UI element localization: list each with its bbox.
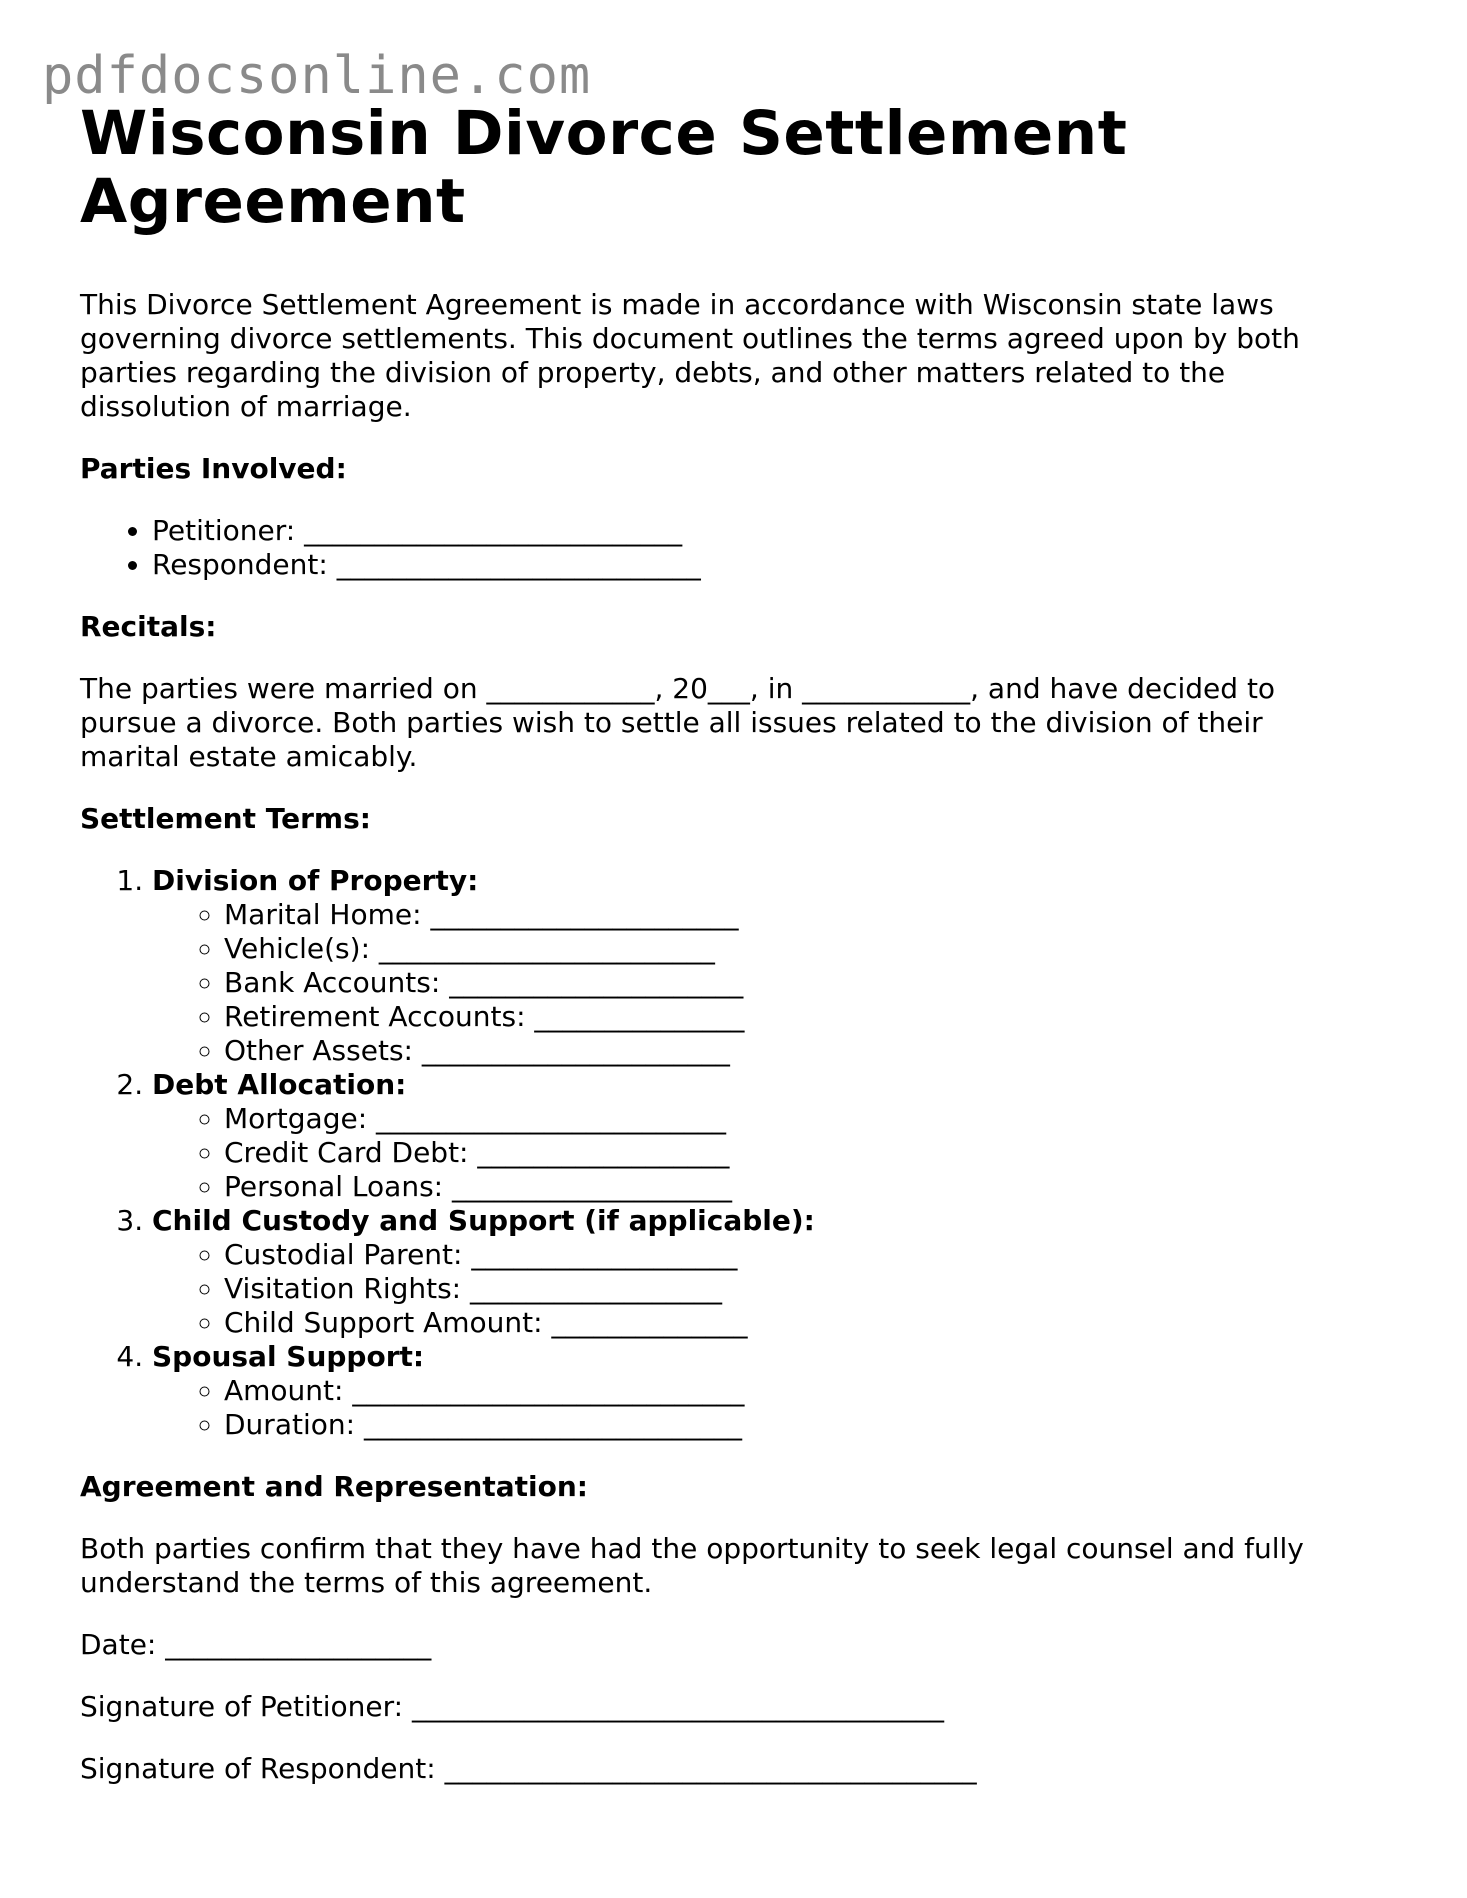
parties-list (80, 514, 1370, 582)
settlement-heading: Settlement Terms: (80, 802, 371, 835)
term-items (152, 1374, 1370, 1442)
document (80, 100, 1370, 1786)
term-items (152, 1238, 1370, 1340)
document-title: Wisconsin Divorce Settlement Agreement (80, 98, 1128, 237)
settlement-terms-list (80, 864, 1370, 1442)
parties-heading: Parties Involved: (80, 452, 347, 485)
term-title: Debt Allocation: (152, 1068, 407, 1101)
list-item: ◦ Mortgage: _________________________ (224, 1102, 1370, 1136)
agreement-heading: Agreement and Representation: (80, 1470, 588, 1503)
term-title: Division of Property: (152, 864, 479, 897)
intro-paragraph: This Divorce Settlement Agreement is made in accordance with Wisconsin state laws governing divorce settlements. This document outlines the terms agreed upon by both parties regarding the division of property, debts, and other matters related to the dissolution of marriage. (80, 288, 1300, 423)
list-item: ◦ Credit Card Debt: __________________ (224, 1136, 1370, 1170)
list-item: ◦ Child Support Amount: ______________ (224, 1306, 1370, 1340)
list-item: ◦ Personal Loans: ____________________ (224, 1170, 1370, 1204)
term-title: Spousal Support: (152, 1340, 425, 1373)
recitals-paragraph: The parties were married on ____________, 20___, in ____________, and have decided to pursue a divorce. Both parties wish to settle all issues related to the division of their marital estate amicably. (80, 672, 1276, 773)
term-debt (152, 1068, 1370, 1204)
term-custody (152, 1204, 1370, 1340)
term-property (152, 864, 1370, 1068)
list-item: ◦ Other Assets: ______________________ (224, 1034, 1370, 1068)
respondent-signature-line: Signature of Respondent: ______________________________________ (80, 1752, 977, 1785)
petitioner-signature-line: Signature of Petitioner: ______________________________________ (80, 1690, 944, 1723)
agreement-paragraph: Both parties confirm that they have had the opportunity to seek legal counsel and fully understand the terms of this agreement. (80, 1532, 1304, 1599)
term-items (152, 1102, 1370, 1204)
list-item: ◦ Amount: ____________________________ (224, 1374, 1370, 1408)
list-item: • Respondent: __________________________ (152, 548, 1370, 582)
date-line: Date: ___________________ (80, 1628, 432, 1661)
list-item: ◦ Marital Home: ______________________ (224, 898, 1370, 932)
list-item: • Petitioner: ___________________________ (152, 514, 1370, 548)
recitals-heading: Recitals: (80, 610, 217, 643)
list-item: ◦ Bank Accounts: _____________________ (224, 966, 1370, 1000)
list-item: ◦ Visitation Rights: __________________ (224, 1272, 1370, 1306)
term-items (152, 898, 1370, 1068)
term-spousal-support (152, 1340, 1370, 1442)
list-item: ◦ Vehicle(s): ________________________ (224, 932, 1370, 966)
list-item: ◦ Custodial Parent: ___________________ (224, 1238, 1370, 1272)
list-item: ◦ Duration: ___________________________ (224, 1408, 1370, 1442)
term-title: Child Custody and Support (if applicable): (152, 1204, 815, 1237)
watermark: pdfdocsonline.com (42, 46, 592, 106)
list-item: ◦ Retirement Accounts: _______________ (224, 1000, 1370, 1034)
